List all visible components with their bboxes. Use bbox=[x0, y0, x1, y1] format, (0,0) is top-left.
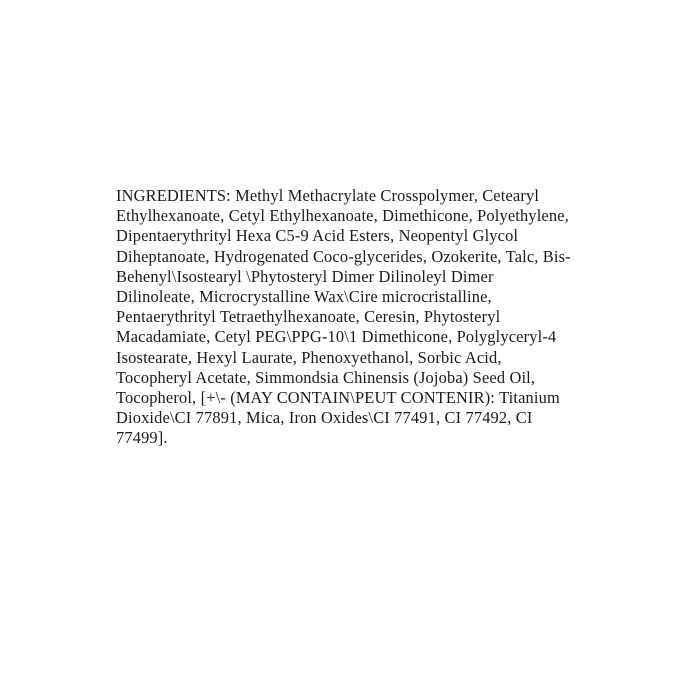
ingredients-block bbox=[116, 186, 576, 449]
ingredients-text: INGREDIENTS: Methyl Methacrylate Crosspolymer, Cetearyl Ethylhexanoate, Cetyl Ethylhexanoate, Dimethicone, Polyethylene, Dipentaerythrityl Hexa C5-9 Acid Esters, Neopentyl Glycol Diheptanoate, Hydrogenated Coco-glycerides, Ozokerite, Talc, Bis-Behenyl\Isostearyl \Phytosteryl Dimer Dilinoleyl Dimer Dilinoleate, Microcrystalline Wax\Cire microcristalline, Pentaerythrityl Tetraethylhexanoate, Ceresin, Phytosteryl Macadamiate, Cetyl PEG\PPG-10\1 Dimethicone, Polyglyceryl-4 Isostearate, Hexyl Laurate, Phenoxyethanol, Sorbic Acid, Tocopheryl Acetate, Simmondsia Chinensis (Jojoba) Seed Oil, Tocopherol, [+\- (MAY CONTAIN\PEUT CONTENIR): Titanium Dioxide\CI 77891, Mica, Iron Oxides\CI 77491, CI 77492, CI 77499]. bbox=[116, 186, 574, 448]
